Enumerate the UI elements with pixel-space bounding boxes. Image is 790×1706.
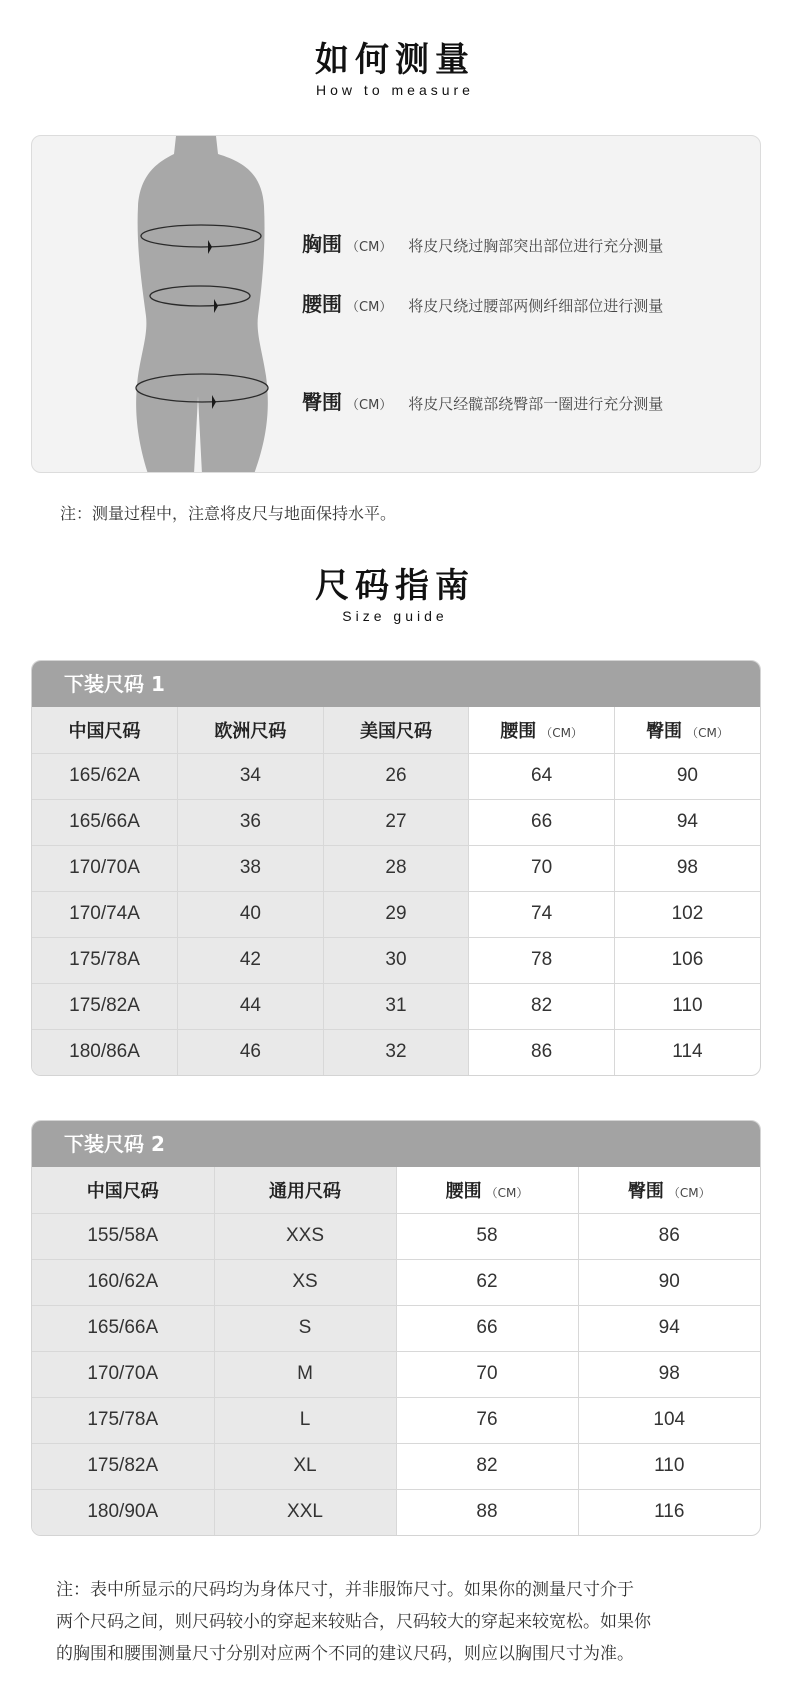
measure-waist: [302, 288, 663, 317]
table2-cell: 175/78A: [32, 1397, 214, 1443]
table1-cell: 170/74A: [32, 891, 178, 937]
table1-cell: 94: [614, 799, 760, 845]
table1-cell: 170/70A: [32, 845, 178, 891]
table2-header-hip: 臀围 （CM）: [578, 1167, 760, 1213]
size-table-1: [31, 660, 761, 1076]
table1-cell: 165/66A: [32, 799, 178, 845]
table1-header-us-size: 美国尺码: [323, 707, 469, 753]
table1-cell: 165/62A: [32, 753, 178, 799]
table-row: [32, 845, 760, 891]
measure-chest-desc: 将皮尺绕过胸部突出部位进行充分测量: [408, 237, 664, 255]
table2-cell: 180/90A: [32, 1489, 214, 1535]
table1-header-hip: 臀围 （CM）: [614, 707, 760, 753]
table-row: [32, 937, 760, 983]
table2-cell: 76: [396, 1397, 578, 1443]
table-row: [32, 1213, 760, 1259]
table1-cell: 86: [469, 1029, 615, 1075]
table1-cell: 70: [469, 845, 615, 891]
size-table-2-grid: [32, 1167, 760, 1535]
table1-cell: 42: [178, 937, 324, 983]
table1-cell: 36: [178, 799, 324, 845]
table1-cell: 114: [672, 1041, 703, 1063]
table2-cell: S: [214, 1305, 396, 1351]
table1-cell: 175/82A: [32, 983, 178, 1029]
table1-cell: 90: [614, 753, 760, 799]
size-note-line: 两个尺码之间，则尺码较小的穿起来较贴合，尺码较大的穿起来较宽松。如果你: [56, 1612, 651, 1632]
measure-chest-unit: （CM）: [346, 240, 393, 255]
table2-cell: 165/66A: [32, 1305, 214, 1351]
table1-cell: 29: [323, 891, 469, 937]
table2-cell: 116: [654, 1501, 685, 1523]
measure-waist-unit: （CM）: [346, 300, 393, 315]
size-table-1-title: 下装尺码 1: [32, 661, 760, 707]
table2-cell: 155/58A: [32, 1213, 214, 1259]
measure-panel: [31, 135, 761, 473]
table2-header-waist: 腰围 （CM）: [396, 1167, 578, 1213]
measure-note: 注：测量过程中，注意将皮尺与地面保持水平。: [60, 504, 397, 523]
measure-hip-desc: 将皮尺经髋部绕臀部一圈进行充分测量: [408, 395, 664, 413]
table1-cell: 74: [469, 891, 615, 937]
table-row: [32, 983, 760, 1029]
table1-header-waist: 腰围 （CM）: [469, 707, 615, 753]
table2-cell: L: [214, 1397, 396, 1443]
table1-cell: 26: [323, 753, 469, 799]
measure-waist-desc: 将皮尺绕过腰部两侧纤细部位进行测量: [408, 297, 664, 315]
table2-cell: XS: [214, 1259, 396, 1305]
size-note-line: 的胸围和腰围测量尺寸分别对应两个不同的建议尺码，则应以胸围尺寸为准。: [56, 1644, 634, 1664]
table-row: [32, 891, 760, 937]
table2-cell: 62: [396, 1259, 578, 1305]
table2-cell: 88: [396, 1489, 578, 1535]
table-row: [32, 1351, 760, 1397]
table2-cell: 98: [578, 1351, 760, 1397]
size-table-2-title: 下装尺码 2: [32, 1121, 760, 1167]
table1-cell: 106: [614, 937, 760, 983]
measure-hip: [302, 386, 663, 415]
table1-cell: 78: [469, 937, 615, 983]
table1-cell: 98: [614, 845, 760, 891]
table-row: [32, 1029, 760, 1075]
table1-cell: 31: [323, 983, 469, 1029]
size-note: [56, 1574, 651, 1670]
measure-waist-name: 腰围: [302, 292, 342, 316]
table-row: [32, 1397, 760, 1443]
table1-header-china-size: 中国尺码: [32, 707, 178, 753]
body-silhouette-icon: [104, 136, 304, 473]
table1-cell: 38: [178, 845, 324, 891]
table1-cell: 110: [614, 983, 760, 1029]
table1-cell: 66: [469, 799, 615, 845]
table2-cell: M: [214, 1351, 396, 1397]
table2-cell: 66: [396, 1305, 578, 1351]
table1-cell: 28: [323, 845, 469, 891]
table2-cell: 70: [396, 1351, 578, 1397]
table1-cell: 44: [178, 983, 324, 1029]
table-row: [32, 1443, 760, 1489]
measure-chest: [302, 228, 663, 257]
table2-cell: 86: [578, 1213, 760, 1259]
size-note-line: 注：表中所显示的尺码均为身体尺寸，并非服饰尺寸。如果你的测量尺寸介于: [56, 1580, 634, 1600]
size-guide-subtitle: Size guide: [342, 608, 448, 624]
table2-cell: 94: [578, 1305, 760, 1351]
size-guide-title: 尺码指南: [315, 566, 475, 606]
table1-cell: 46: [178, 1029, 324, 1075]
table-row: [32, 1259, 760, 1305]
table-row: [32, 753, 760, 799]
table1-cell: 180/86A: [32, 1029, 178, 1075]
size-table-1-grid: [32, 707, 760, 1075]
size-table-2: [31, 1120, 761, 1536]
how-to-measure-title: 如何测量: [315, 40, 475, 80]
table1-cell: 30: [323, 937, 469, 983]
table1-cell: 32: [323, 1029, 469, 1075]
table2-cell: XL: [214, 1443, 396, 1489]
table1-header-eu-size: 欧洲尺码: [178, 707, 324, 753]
table2-cell: 110: [578, 1443, 760, 1489]
table2-cell: 58: [396, 1213, 578, 1259]
table1-cell: 175/78A: [32, 937, 178, 983]
table-row: [32, 799, 760, 845]
table2-cell: 104: [578, 1397, 760, 1443]
table1-cell: 27: [323, 799, 469, 845]
table2-cell: 82: [396, 1443, 578, 1489]
table2-header-china-size: 中国尺码: [32, 1167, 214, 1213]
measure-hip-unit: （CM）: [346, 398, 393, 413]
table2-cell: 160/62A: [32, 1259, 214, 1305]
measure-hip-name: 臀围: [302, 390, 342, 414]
measure-chest-name: 胸围: [302, 232, 342, 256]
table1-cell: 102: [614, 891, 760, 937]
table-row: [32, 1305, 760, 1351]
table2-cell: 175/82A: [32, 1443, 214, 1489]
table2-cell: 170/70A: [32, 1351, 214, 1397]
table1-cell: 64: [469, 753, 615, 799]
table2-cell: XXL: [214, 1489, 396, 1535]
table1-cell: 82: [469, 983, 615, 1029]
table1-cell: 40: [178, 891, 324, 937]
table-row: [32, 1489, 760, 1535]
table2-header-generic-size: 通用尺码: [214, 1167, 396, 1213]
how-to-measure-subtitle: How to measure: [316, 82, 474, 98]
table1-cell: 34: [178, 753, 324, 799]
table2-cell: 90: [578, 1259, 760, 1305]
table2-cell: XXS: [214, 1213, 396, 1259]
